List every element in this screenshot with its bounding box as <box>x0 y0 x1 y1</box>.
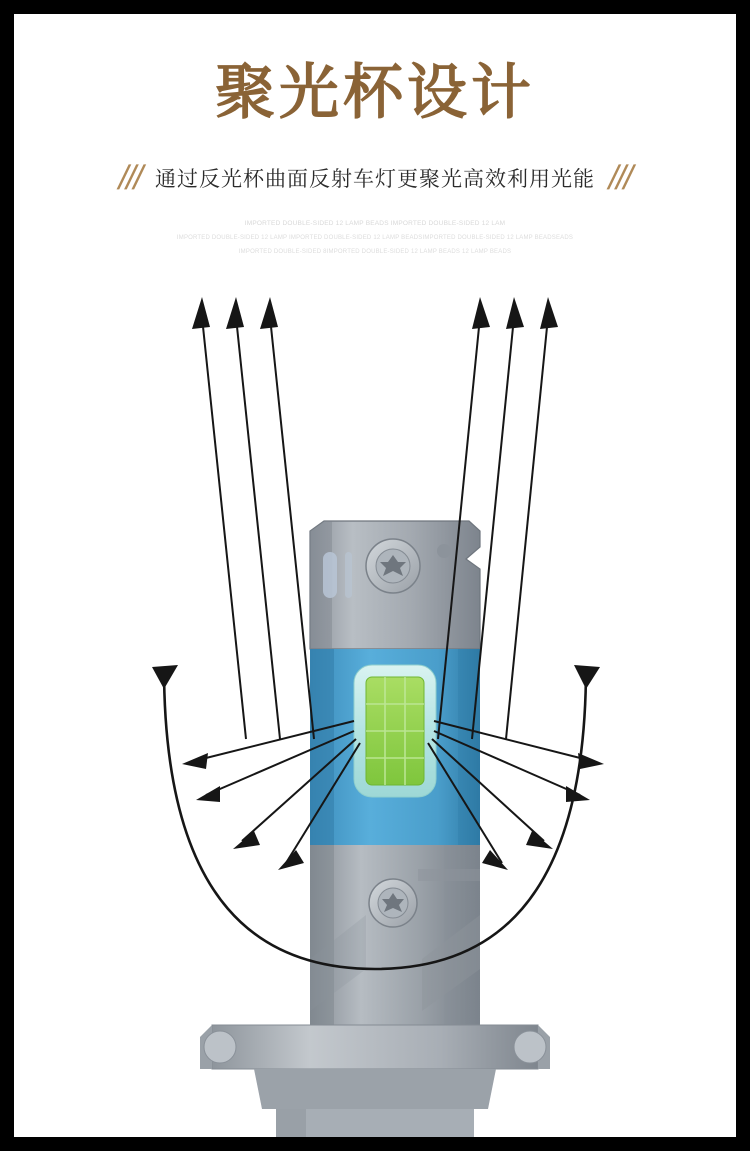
micro-text-line-3: IMPORTED DOUBLE-SIDED 8IMPORTED DOUBLE-SIDED 12 LAMP BEADS 12 LAMP BEADS <box>238 249 512 255</box>
led-chip <box>354 665 436 797</box>
content-canvas <box>14 14 736 1137</box>
micro-text-line-2: IMPORTED DOUBLE-SIDED 12 LAMP IMPORTED DOUBLE-SIDED 12 LAMP BEADSIMPORTED DOUBLE-SIDED 12 LAMP BEADSEADS <box>176 235 574 241</box>
screw-bottom-icon <box>369 879 417 927</box>
bulb-illustration <box>14 269 736 1137</box>
decor-slash-right-icon: /// <box>604 159 636 197</box>
subtitle-row <box>14 156 736 200</box>
bulb-lower-housing <box>310 845 480 1025</box>
light-rays-reflected-right-arrowheads <box>482 753 604 870</box>
screw-top-icon <box>366 539 420 593</box>
light-rays-up-left-arrowheads <box>192 297 278 329</box>
light-rays-up-left <box>202 317 314 739</box>
decor-slash-left-icon: /// <box>114 159 146 197</box>
reflector-arrow-right-icon <box>574 665 600 689</box>
bulb-base-flange <box>200 1025 550 1137</box>
light-rays-up-right-arrowheads <box>472 297 558 329</box>
micro-text-line-1: IMPORTED DOUBLE-SIDED 12 LAMP BEADS IMPORTED DOUBLE-SIDED 12 LAM <box>244 220 506 227</box>
page-subtitle: 通过反光杯曲面反射车灯更聚光高效利用光能 <box>155 168 595 191</box>
light-rays-reflected-left-arrowheads <box>182 753 304 870</box>
page-title: 聚光杯设计 <box>215 60 535 126</box>
reflector-arrow-left-icon <box>152 665 178 689</box>
